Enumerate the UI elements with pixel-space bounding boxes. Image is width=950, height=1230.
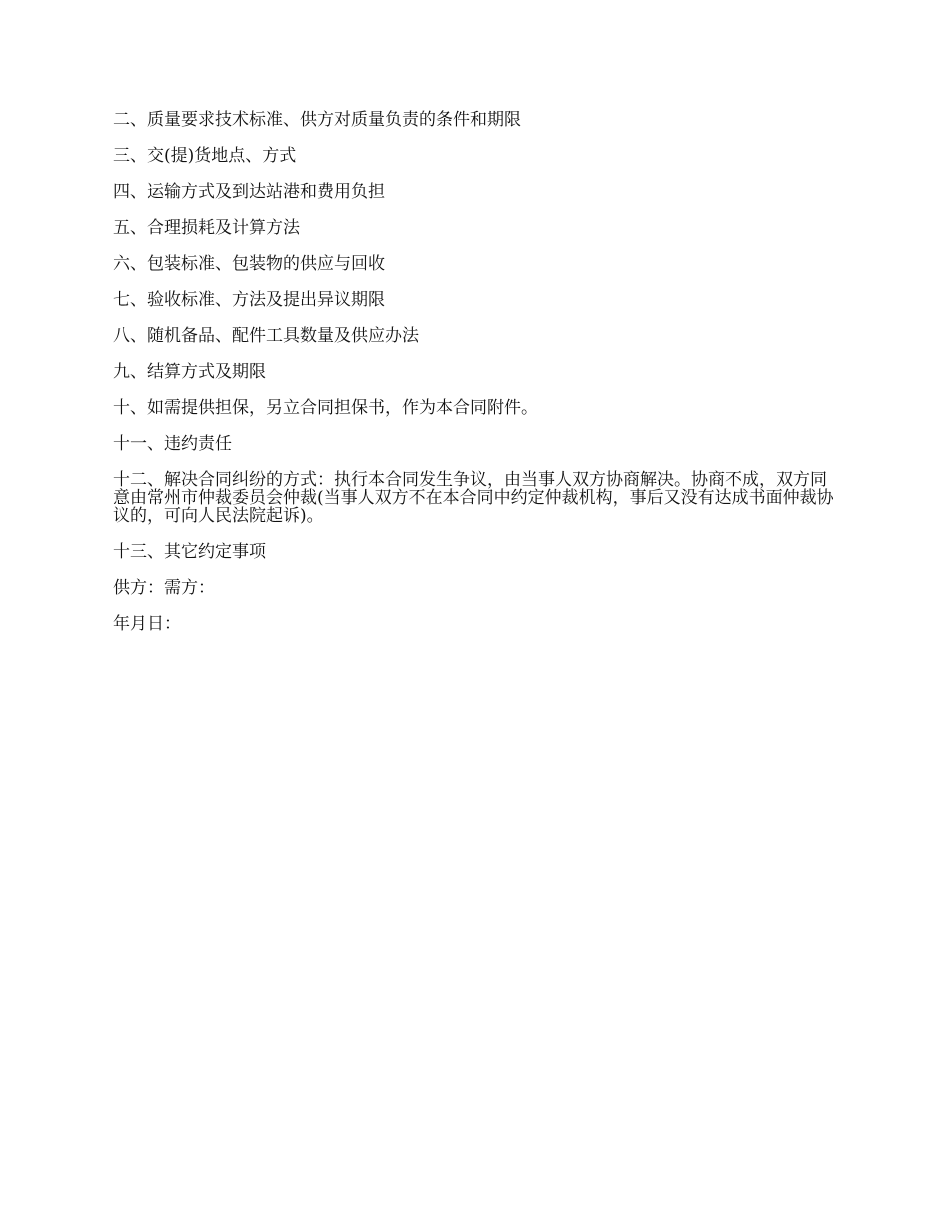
clause-other: 十三、其它约定事项 <box>113 542 266 562</box>
clause-guarantee: 十、如需提供担保，另立合同担保书，作为本合同附件。 <box>113 398 538 418</box>
clause-packaging: 六、包装标准、包装物的供应与回收 <box>113 254 385 274</box>
contract-page <box>113 111 838 651</box>
clause-quality: 二、质量要求技术标准、供方对质量负责的条件和期限 <box>113 110 521 130</box>
clause-transport: 四、运输方式及到达站港和费用负担 <box>113 182 385 202</box>
clause-breach: 十一、违约责任 <box>113 434 232 454</box>
signature-date: 年月日： <box>113 614 181 634</box>
signature-parties: 供方：需方： <box>113 578 215 598</box>
clause-delivery: 三、交(提)货地点、方式 <box>113 146 297 166</box>
clause-acceptance: 七、验收标准、方法及提出异议期限 <box>113 290 385 310</box>
clause-spare-parts: 八、随机备品、配件工具数量及供应办法 <box>113 326 419 346</box>
clause-loss: 五、合理损耗及计算方法 <box>113 218 300 238</box>
clause-settlement: 九、结算方式及期限 <box>113 362 266 382</box>
clause-dispute: 十二、解决合同纠纷的方式：执行本合同发生争议，由当事人双方协商解决。协商不成，双方同意由常州市仲裁委员会仲裁(当事人双方不在本合同中约定仲裁机构，事后又没有达成书面仲裁协议的，可向人民法院起诉)。 <box>113 470 834 526</box>
